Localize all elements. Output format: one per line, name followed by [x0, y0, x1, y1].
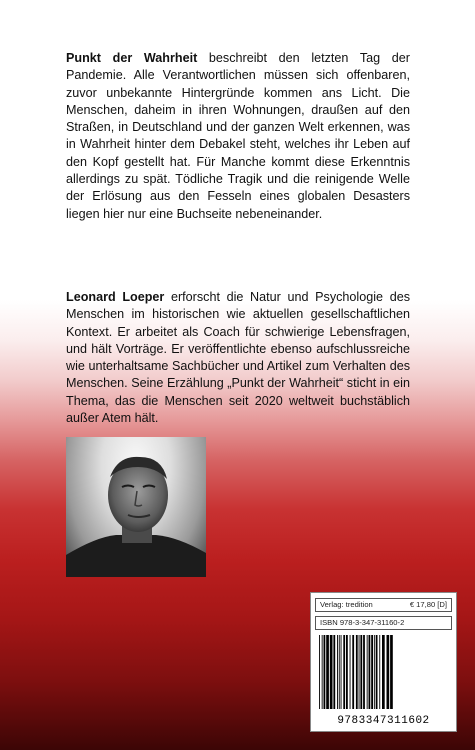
- barcode-bar: [369, 635, 371, 709]
- publisher-price-row: [315, 598, 452, 612]
- barcode-bar: [356, 635, 358, 709]
- barcode-bar: [352, 635, 354, 709]
- barcode-bar: [339, 635, 340, 709]
- barcode-bar: [387, 635, 390, 709]
- publisher-label: Verlag: tredition: [320, 600, 373, 609]
- book-title: Punkt der Wahrheit: [66, 51, 198, 65]
- barcode-bar: [341, 635, 342, 709]
- barcode-bar: [343, 635, 345, 709]
- barcode-bar: [319, 635, 320, 709]
- book-blurb: [66, 50, 410, 223]
- barcode-bar: [330, 635, 333, 709]
- ean-number: 9783347311602: [337, 715, 430, 727]
- isbn-row: [315, 616, 452, 630]
- barcode-bar: [359, 635, 360, 709]
- barcode-bar: [326, 635, 329, 709]
- barcode-bar: [379, 635, 380, 709]
- barcode-bar: [360, 635, 362, 709]
- author-bio: [66, 289, 410, 427]
- barcode-bar: [324, 635, 326, 709]
- barcode-panel: [310, 592, 457, 732]
- author-name: Leonard Loeper: [66, 290, 165, 304]
- author-bio-text: erforscht die Natur und Psychologie des Menschen im historischen wie aktuellen gesellschaftlichen Kontext. Er arbeitet als Coach für schwierige Lebensfragen, und hält Vorträge. Er veröffentlichte ebenso aufschlussreiche wie unterhaltsame Sachbücher und Artikel zum Verhalten des Menschen. Seine Erzählung „Punkt der Wahrheit“ sticht in ein Thema, das die Menschen seit 2020 weltweit buchstäblich außer Atem hält.: [66, 290, 410, 426]
- barcode-bar: [371, 635, 373, 709]
- barcode-bar: [337, 635, 338, 709]
- barcode-bar: [333, 635, 335, 709]
- blurb-text: beschreibt den letzten Tag der Pandemie. Alle Verantwortlichen müssen sich offenbaren, zuvor unbekannte Hintergründe kommen ans Licht. Die Menschen, daheim in ihren Wohnungen, draußen auf den Straßen, in Deutschland und der ganzen Welt erkennen, was in Wahrheit hinter dem Debakel steht, welches ihr Leben auf den Kopf gestellt hat. Für Manche kommt diese Erkenntnis allerdings zu spät. Tödliche Tragik und die reinigende Welle der Erlösung aus den Fesseln eines globalen Desasters liegen hier nur eine Buchseite nebeneinander.: [66, 51, 410, 221]
- barcode-bar: [346, 635, 348, 709]
- isbn-label: ISBN 978-3-347-31160-2: [320, 618, 405, 627]
- price-label: € 17,80 [D]: [409, 600, 447, 609]
- author-photo: [66, 437, 206, 577]
- barcode-bar: [322, 635, 323, 709]
- barcode-bar: [376, 635, 378, 709]
- barcode-bar: [374, 635, 375, 709]
- barcode-bar: [363, 635, 365, 709]
- barcode-bar: [367, 635, 368, 709]
- barcode-bars: [317, 635, 452, 711]
- barcode-bar: [390, 635, 393, 709]
- barcode-bar: [350, 635, 351, 709]
- author-portrait-icon: [66, 437, 206, 577]
- barcode-bar: [382, 635, 385, 709]
